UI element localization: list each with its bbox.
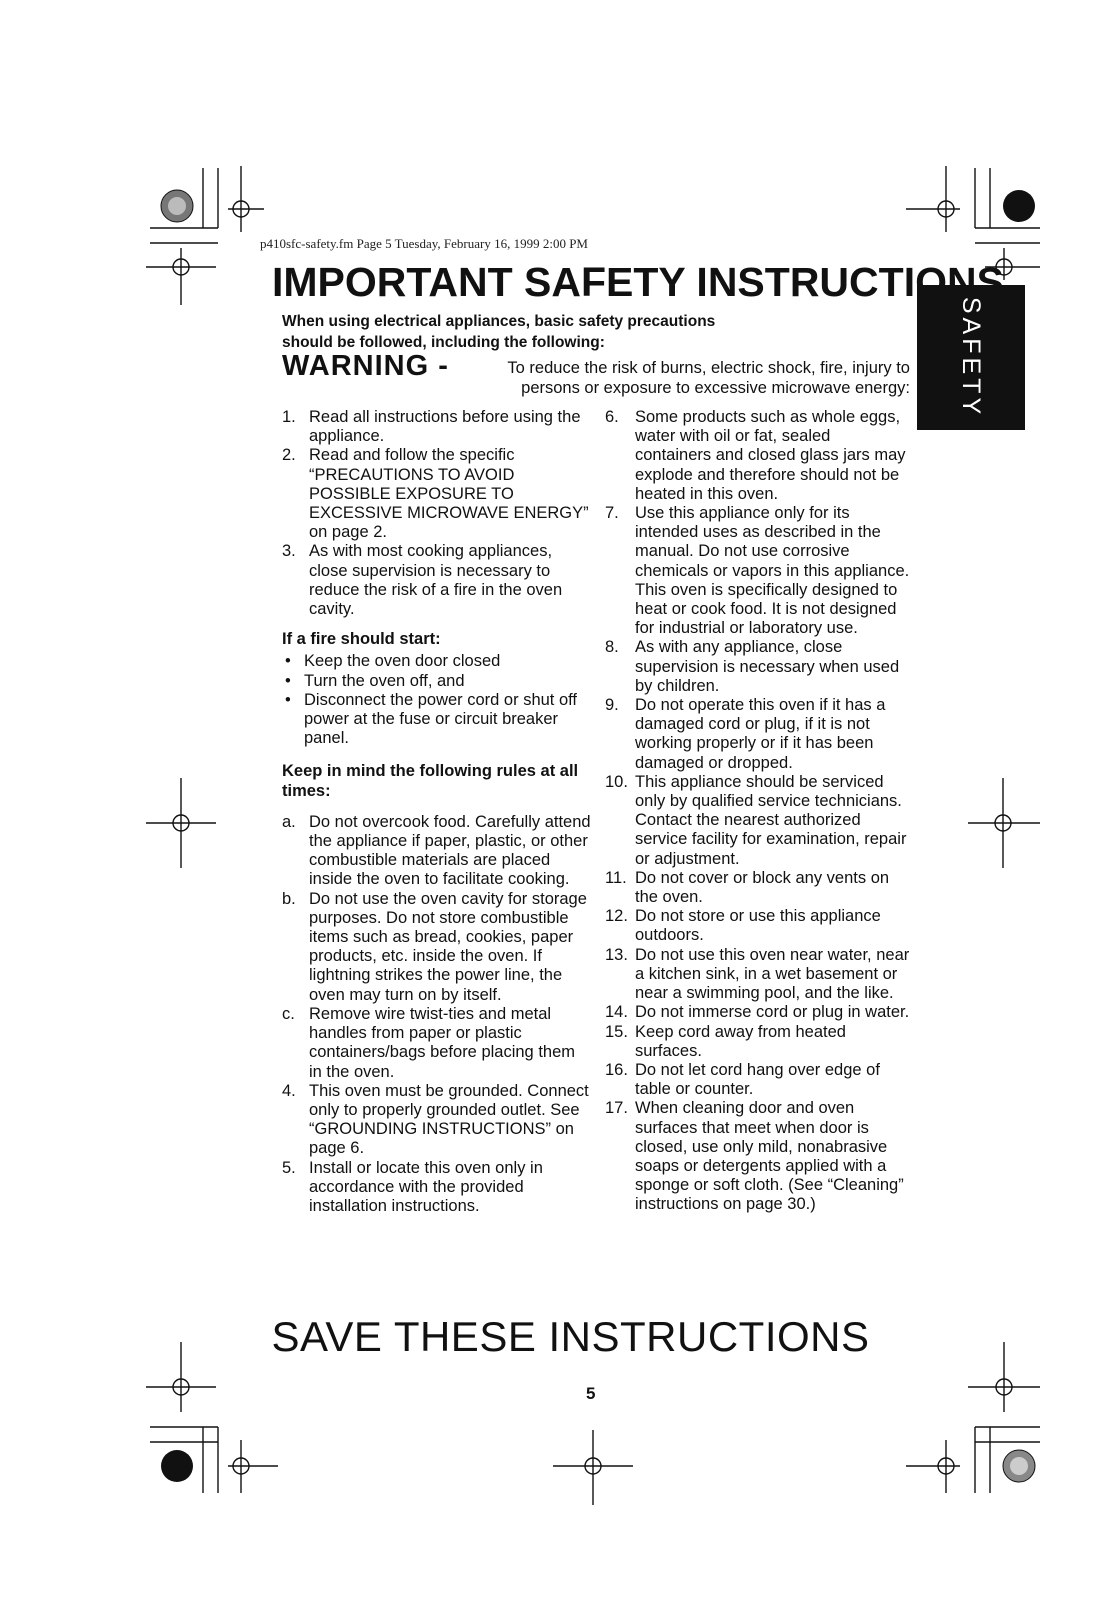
- bullet-item: [282, 691, 592, 749]
- list-item: [605, 1099, 910, 1214]
- fire-heading: If a fire should start:: [282, 630, 441, 649]
- item-number: 13.: [605, 945, 628, 964]
- rules-heading: Keep in mind the following rules at all times:: [282, 762, 579, 800]
- item-number: 7.: [605, 504, 619, 523]
- list-item: [605, 946, 910, 1004]
- intro-line: When using electrical appliances, basic safety precautions: [282, 313, 716, 330]
- list-item: [605, 638, 910, 696]
- list-item: [282, 1159, 592, 1217]
- list-item: [605, 1003, 910, 1022]
- list-item: [605, 1061, 910, 1099]
- item-letter: a.: [282, 812, 296, 831]
- item-text: When cleaning door and oven surfaces that meet when door is closed, use only mild, nonabrasive soaps or detergents applied with a sponge or soft cloth. (See “Cleaning” instructions on page 30.): [635, 1099, 904, 1214]
- item-letter: b.: [282, 889, 296, 908]
- item-text: As with any appliance, close supervision is necessary when used by children.: [635, 638, 900, 695]
- warning-line: persons or exposure to excessive microwave energy:: [521, 379, 910, 397]
- item-number: 16.: [605, 1060, 628, 1079]
- item-number: 14.: [605, 1003, 628, 1022]
- warning-label: WARNING -: [282, 350, 449, 382]
- list-item: [282, 446, 592, 542]
- registration-mark-icon: [146, 166, 264, 305]
- list-item: [282, 542, 592, 619]
- list-item: [605, 408, 910, 504]
- item-text: Remove wire twist-ties and metal handles from paper or plastic containers/bags before placing them in the oven.: [309, 1004, 575, 1081]
- list-item: [282, 1082, 592, 1159]
- item-number: 4.: [282, 1081, 296, 1100]
- registration-mark-icon: [553, 1430, 633, 1505]
- list-item: [282, 813, 592, 890]
- item-text: Install or locate this oven only in accordance with the provided installation instructions.: [309, 1158, 543, 1215]
- item-number: 15.: [605, 1022, 628, 1041]
- item-text: Some products such as whole eggs, water with oil or fat, sealed containers and closed glass jars may explode and therefore should not be heated in this oven.: [635, 408, 906, 503]
- item-text: This oven must be grounded. Connect only to properly grounded outlet. See “GROUNDING INSTRUCTIONS” on page 6.: [309, 1081, 589, 1158]
- item-text: Keep cord away from heated surfaces.: [635, 1022, 846, 1060]
- bullet-icon: •: [285, 652, 291, 671]
- bullet-item: [282, 652, 592, 671]
- item-number: 10.: [605, 772, 628, 791]
- save-instructions-banner: SAVE THESE INSTRUCTIONS: [271, 1313, 870, 1360]
- intro-line: should be followed, including the following:: [282, 334, 605, 351]
- item-text: Read and follow the specific “PRECAUTIONS TO AVOID POSSIBLE EXPOSURE TO EXCESSIVE MICROWAVE ENERGY” on page 2.: [309, 446, 589, 542]
- item-number: 3.: [282, 542, 296, 561]
- warning-line: To reduce the risk of burns, electric shock, fire, injury to: [507, 359, 910, 377]
- item-text: Do not operate this oven if it has a damaged cord or plug, if it is not working properly or if it has been damaged or dropped.: [635, 696, 886, 772]
- section-tab: [917, 285, 1025, 430]
- section-tab-label: SAFETY: [957, 296, 986, 419]
- color-target-icon: [1003, 1450, 1035, 1482]
- color-target-icon: [161, 190, 193, 222]
- item-text: Do not store or use this appliance outdoors.: [635, 907, 881, 945]
- list-item: [282, 1005, 592, 1082]
- list-item: [282, 890, 592, 1005]
- item-number: 2.: [282, 446, 296, 465]
- item-number: 1.: [282, 408, 296, 426]
- color-target-icon: [1003, 190, 1035, 222]
- item-text: Do not immerse cord or plug in water.: [635, 1003, 910, 1022]
- bullet-item: [282, 672, 592, 691]
- registration-mark-icon: [146, 778, 216, 868]
- item-text: Do not cover or block any vents on the oven.: [635, 868, 890, 907]
- color-target-icon: [161, 1450, 193, 1482]
- item-number: 5.: [282, 1158, 296, 1177]
- list-item: [282, 408, 592, 446]
- bullet-icon: •: [285, 671, 291, 690]
- right-column: [605, 408, 910, 1215]
- bullet-text: Turn the oven off, and: [304, 671, 465, 690]
- list-item: [605, 1023, 910, 1061]
- bullet-text: Disconnect the power cord or shut off power at the fuse or circuit breaker panel.: [304, 690, 578, 748]
- bullet-text: Keep the oven door closed: [304, 652, 501, 671]
- list-item: [605, 696, 910, 773]
- item-text: As with most cooking appliances, close supervision is necessary to reduce the risk of a fire in the oven cavity.: [309, 542, 563, 619]
- page-number: 5: [586, 1384, 596, 1403]
- file-info-header: p410sfc-safety.fm Page 5 Tuesday, February 16, 1999 2:00 PM: [260, 236, 588, 251]
- item-number: 6.: [605, 408, 619, 426]
- item-letter: c.: [282, 1004, 295, 1023]
- item-text: Do not overcook food. Carefully attend the appliance if paper, plastic, or other combustible materials are placed inside the oven to facilitate cooking.: [309, 812, 591, 889]
- intro-text: [282, 311, 842, 353]
- item-text: Do not use this oven near water, near a kitchen sink, in a wet basement or near a swimming pool, and the like.: [635, 945, 910, 1003]
- registration-mark-icon: [968, 778, 1040, 868]
- item-text: Do not let cord hang over edge of table or counter.: [635, 1060, 880, 1099]
- item-number: 11.: [605, 868, 627, 887]
- bullet-icon: •: [285, 690, 291, 709]
- page-title: IMPORTANT SAFETY INSTRUCTIONS: [272, 259, 1004, 305]
- item-number: 17.: [605, 1099, 628, 1118]
- item-text: This appliance should be serviced only by qualified service technicians. Contact the nearest authorized service facility for examination, repair or adjustment.: [635, 772, 907, 868]
- list-item: [605, 907, 910, 945]
- item-number: 9.: [605, 696, 619, 715]
- list-item: [605, 773, 910, 869]
- item-text: Use this appliance only for its intended uses as described in the manual. Do not use corrosive chemicals or vapors in this appliance. This oven is specifically designed to heat or cook food. It is not designed for industrial or laboratory use.: [635, 504, 910, 638]
- item-number: 8.: [605, 638, 619, 657]
- item-text: Do not use the oven cavity for storage purposes. Do not store combustible items such as bread, cookies, paper products, etc. inside the oven. If lightning strikes the power line, the oven may turn on by itself.: [309, 889, 587, 1004]
- list-item: [605, 869, 910, 907]
- list-item: [605, 504, 910, 638]
- warning-text: [440, 358, 910, 398]
- left-column: [282, 408, 592, 1216]
- item-text: Read all instructions before using the appliance.: [309, 408, 581, 446]
- item-number: 12.: [605, 907, 628, 926]
